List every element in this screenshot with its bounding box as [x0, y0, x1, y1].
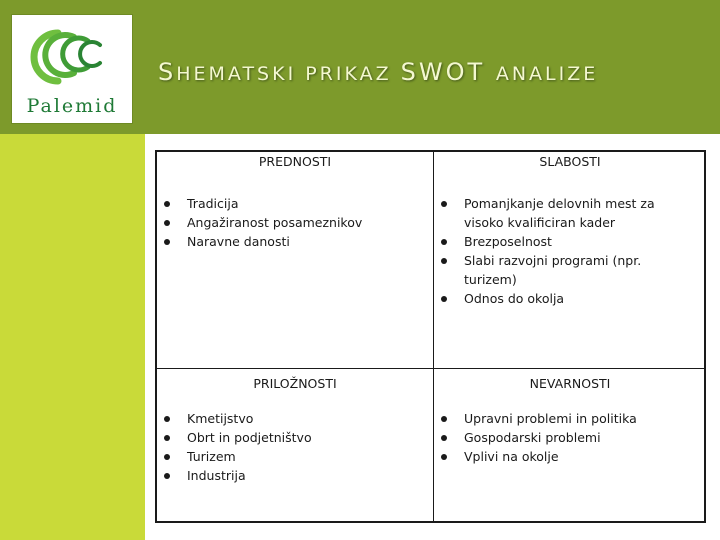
- bullet-icon: [164, 473, 170, 479]
- bullet-icon: [164, 201, 170, 207]
- list-item: [157, 194, 433, 213]
- list-item-text: Upravni problemi in politika: [464, 411, 637, 426]
- threats-quadrant: [434, 369, 706, 466]
- list-item-text: Vplivi na okolje: [464, 449, 559, 464]
- bullet-icon: [441, 296, 447, 302]
- bullet-icon: [164, 435, 170, 441]
- list-item: [434, 409, 706, 428]
- strengths-list: [157, 194, 433, 251]
- list-item: [434, 251, 678, 289]
- opportunities-title: PRILOŽNOSTI: [253, 376, 337, 391]
- list-item-text: Kmetijstvo: [187, 411, 254, 426]
- list-item-text: Gospodarski problemi: [464, 430, 601, 445]
- list-item: [157, 232, 433, 251]
- bullet-icon: [441, 201, 447, 207]
- header-bar: [0, 0, 720, 134]
- list-item: [157, 409, 433, 428]
- strengths-title: PREDNOSTI: [258, 154, 332, 169]
- weaknesses-list: [434, 194, 706, 308]
- list-item-text: Odnos do okolja: [464, 291, 565, 306]
- bullet-icon: [441, 435, 447, 441]
- bullet-icon: [441, 239, 447, 245]
- list-item-text: Slabi razvojni programi (npr. turizem): [464, 253, 642, 287]
- list-item-text: Tradicija: [187, 196, 239, 211]
- list-item-text: Turizem: [187, 449, 236, 464]
- list-item-text: Pomanjkanje delovnih mest za visoko kvalificiran kader: [464, 196, 655, 230]
- opportunities-list: [157, 409, 433, 485]
- bullet-icon: [164, 220, 170, 226]
- bullet-icon: [441, 258, 447, 264]
- list-item: [157, 466, 433, 485]
- weaknesses-title: SLABOSTI: [539, 154, 601, 169]
- list-item: [434, 428, 706, 447]
- opportunities-quadrant: [157, 369, 433, 485]
- list-item-text: Brezposelnost: [464, 234, 552, 249]
- weaknesses-quadrant: [434, 152, 706, 308]
- list-item: [434, 447, 706, 466]
- list-item-text: Naravne danosti: [187, 234, 290, 249]
- bullet-icon: [164, 239, 170, 245]
- list-item-text: Obrt in podjetništvo: [187, 430, 312, 445]
- palemid-logo: [11, 14, 133, 124]
- list-item: [434, 194, 678, 232]
- logo-arcs-icon: [12, 15, 132, 95]
- bullet-icon: [164, 454, 170, 460]
- page-title: SHEMATSKI PRIKAZ SWOT ANALIZE: [158, 58, 599, 86]
- logo-wordmark: Palemid: [26, 95, 118, 117]
- list-item: [434, 232, 678, 251]
- strengths-quadrant: [157, 152, 433, 251]
- list-item: [157, 428, 433, 447]
- list-item: [157, 213, 433, 232]
- list-item: [434, 289, 678, 308]
- bullet-icon: [164, 416, 170, 422]
- list-item-text: Industrija: [187, 468, 246, 483]
- list-item: [157, 447, 433, 466]
- swot-matrix: [155, 150, 706, 523]
- threats-title: NEVARNOSTI: [529, 376, 611, 391]
- bullet-icon: [441, 454, 447, 460]
- threats-list: [434, 409, 706, 466]
- list-item-text: Angažiranost posameznikov: [187, 215, 363, 230]
- bullet-icon: [441, 416, 447, 422]
